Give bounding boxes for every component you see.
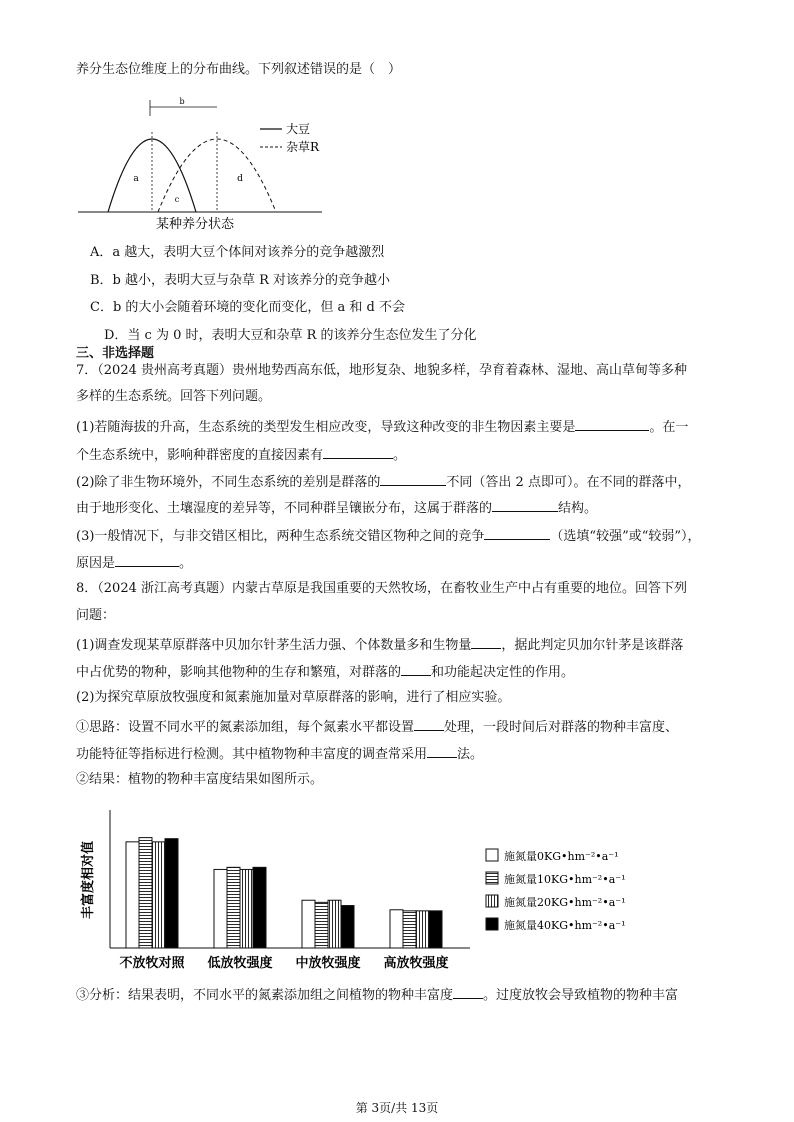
q8-p1-line1 [76,634,683,656]
option-c: C．b 的大小会随着环境的变化而变化，但 a 和 d 不会 [90,300,406,315]
label-b: b [179,97,185,106]
legend-swatch-0 [486,849,498,861]
q8-blank-5[interactable] [453,984,483,999]
q8-blank-1[interactable] [471,634,501,649]
species-richness-chart [70,800,670,990]
q7-p3-line1 [76,525,701,547]
bar-3-3 [429,911,442,948]
q7-p3-text-b: （选填“较强”或“较弱”）， [550,529,701,544]
q8-s1-line1 [76,716,678,738]
q7-blank-2[interactable] [323,444,393,459]
q7-p2-line2 [76,497,597,519]
q8-s1-text-a: ①思路：设置不同水平的氮素添加组，每个氮素水平都设置 [76,720,415,735]
q8-blank-4[interactable] [427,743,457,758]
q7-blank-3[interactable] [380,471,446,486]
q7-p1-text-c: 个生态系统中，影响种群密度的直接因素有 [76,448,324,463]
section-title: 三、非选择题 [76,346,155,361]
q7-p2-line1 [76,471,690,493]
q7-p1-line2 [76,444,406,466]
legend-label-2: 施氮量20KG•hm⁻²•a⁻¹ [504,896,626,909]
q7-p3-text-a: (3)一般情况下，与非交错区相比，两种生态系统交错区物种之间的竞争 [76,529,485,544]
q8-s3-text-b: 。过度放牧会导致植物的物种丰富 [483,988,679,1003]
legend-label-1: 施氮量10KG•hm⁻²•a⁻¹ [504,873,626,886]
q8-p1-text-d: 和功能起决定性的作用。 [431,665,575,680]
legend-label-3: 施氮量40KG•hm⁻²•a⁻¹ [504,919,626,932]
q8-p1-line2 [76,661,574,683]
bar-0-2 [152,842,165,948]
q7-line1: 7．（2024 贵州高考真题）贵州地势西高东低，地形复杂、地貌多样，孕育着森林、湿地、高山草甸等多种 [76,363,687,378]
q7-p2-text-d: 结构。 [558,501,598,516]
q8-blank-3[interactable] [414,716,444,731]
bar-1-0 [214,869,227,948]
x-tick-labels [119,955,448,971]
q7-blank-1[interactable] [575,416,649,431]
bar-0-0 [126,842,139,948]
q8-s2: ②结果：植物的物种丰富度结果如图所示。 [76,772,324,787]
q7-p2-text-a: (2)除了非生物环境外，不同生态系统的差别是群落的 [76,475,381,490]
bar-2-2 [328,900,341,948]
bar-1-2 [240,869,253,948]
bar-2-3 [341,906,354,948]
q7-p1-text-b: 。在一 [649,420,689,435]
bar-1-3 [253,867,266,948]
intro-line: 养分生态位维度上的分布曲线。下列叙述错误的是（ ） [76,62,402,77]
q8-s1-text-d: 法。 [457,747,484,762]
niche-figure [70,96,330,232]
option-d: D．当 c 为 0 时，表明大豆和杂草 R 的该养分生态位发生了分化 [104,328,477,343]
q7-blank-6[interactable] [115,552,179,567]
x-tick-label-2: 中放牧强度 [295,956,361,971]
bar-1-1 [227,867,240,948]
q8-s1-line2 [76,743,483,765]
bar-3-1 [403,911,416,948]
label-d: d [237,174,243,184]
x-tick-label-3: 高放牧强度 [383,956,449,971]
bar-2-1 [315,902,328,948]
label-c: c [174,195,180,204]
q8-p2: (2)为探究草原放牧强度和氮素施加量对草原群落的影响，进行了相应实验。 [76,690,511,705]
q7-p1-line1 [76,416,688,438]
q7-p1-text-a: (1)若随海拔的升高，生态系统的类型发生相应改变，导致这种改变的非生物因素主要是 [76,420,576,435]
bar-3-0 [390,910,403,948]
q8-line2: 问题： [76,608,116,623]
q7-p3-text-d: 。 [179,556,193,571]
x-tick-label-1: 低放牧强度 [207,956,273,971]
q7-p1-text-d: 。 [393,448,407,463]
q7-p2-text-c: 由于地形变化、土壤湿度的差异等，不同种群呈镶嵌分布，这属于群落的 [76,501,493,516]
q8-p1-text-a: (1)调查发现某草原群落中贝加尔针茅生活力强、个体数量多和生物量 [76,638,472,653]
q8-p1-text-b: ，据此判定贝加尔针茅是该群落 [501,638,684,653]
q7-line2: 多样的生态系统。回答下列问题。 [76,389,272,404]
legend-weed: 杂草R [286,140,320,154]
q7-blank-5[interactable] [484,525,550,540]
bar-0-3 [165,839,178,948]
chart-ylabel: 丰富度相对值 [81,840,96,920]
option-b: B．b 越小，表明大豆与杂草 R 对该养分的竞争越小 [90,273,391,288]
q8-s3-text-a: ③分析：结果表明，不同水平的氮素添加组之间植物的物种丰富度 [76,988,454,1003]
q7-p3-line2 [76,552,192,574]
q8-blank-2[interactable] [401,661,431,676]
q8-line1: 8．（2024 浙江高考真题）内蒙古草原是我国重要的天然牧场，在畜牧业生产中占有重要的地位。回答下列 [76,581,687,596]
page-footer: 第 3页/共 13页 [355,1101,439,1115]
option-a: A．a 越大，表明大豆个体间对该养分的竞争越激烈 [90,245,385,260]
bar-0-1 [139,838,152,948]
fig1-xlabel: 某种养分状态 [155,217,235,232]
bar-3-2 [416,911,429,948]
bars-group [126,838,442,948]
q7-blank-4[interactable] [492,497,558,512]
legend-soybean: 大豆 [286,122,311,136]
legend-label-0: 施氮量0KG•hm⁻²•a⁻¹ [504,850,619,863]
q8-s3-line1 [76,984,678,1006]
q8-p1-text-c: 中占优势的物种，影响其他物种的生存和繁殖，对群落的 [76,665,402,680]
x-tick-label-0: 不放牧对照 [119,956,185,971]
legend-swatch-3 [486,918,498,930]
chart-legend [486,849,625,932]
bar-2-0 [302,900,315,948]
legend-swatch-1 [486,872,498,884]
q8-s1-text-c: 功能特征等指标进行检测。其中植物物种丰富度的调查常采用 [76,747,428,762]
q7-p2-text-b: 不同（答出 2 点即可）。在不同的群落中， [446,475,691,490]
label-a: a [133,174,139,184]
q7-p3-text-c: 原因是 [76,556,116,571]
q8-s1-text-b: 处理，一段时间后对群落的物种丰富度、 [444,720,679,735]
legend-swatch-2 [486,895,498,907]
